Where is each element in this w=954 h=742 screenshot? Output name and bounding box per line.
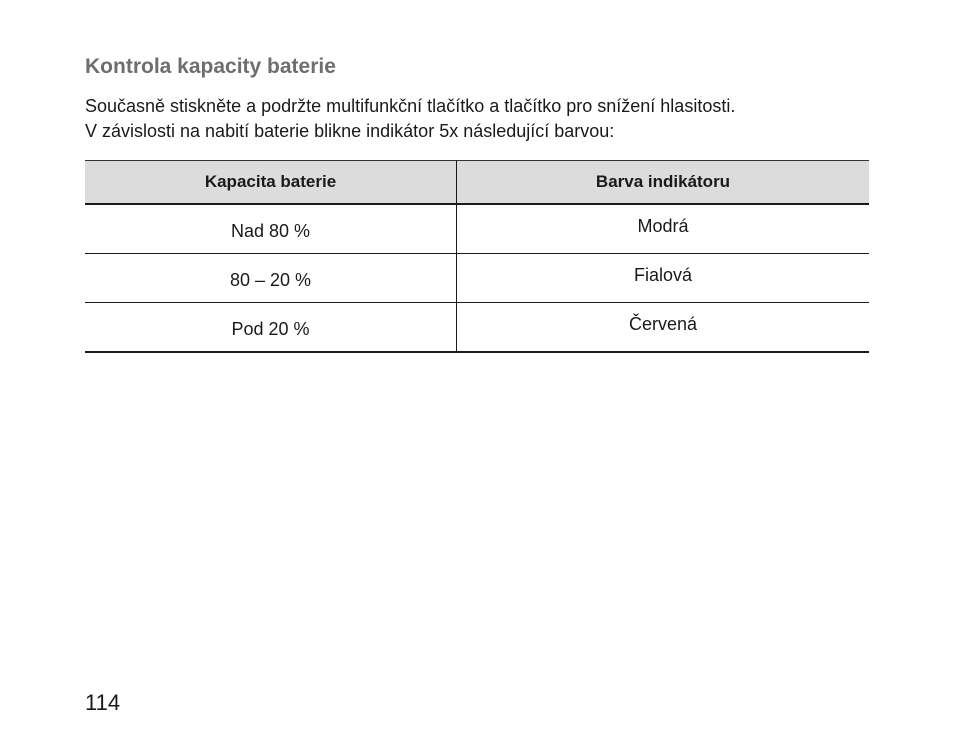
table-row bbox=[85, 303, 869, 353]
table-row bbox=[85, 204, 869, 254]
instruction-paragraph bbox=[85, 94, 885, 144]
capacity-cell: 80 – 20 % bbox=[85, 254, 457, 303]
instruction-line: Současně stiskněte a podržte multifunkční tlačítko a tlačítko pro snížení hlasitosti. bbox=[85, 96, 736, 116]
table-header-row bbox=[85, 161, 869, 205]
page-number: 114 bbox=[85, 690, 121, 715]
color-cell: Modrá bbox=[457, 204, 870, 254]
battery-capacity-table bbox=[85, 160, 869, 353]
table-row bbox=[85, 254, 869, 303]
section-heading: Kontrola kapacity baterie bbox=[85, 55, 336, 78]
color-cell: Červená bbox=[457, 303, 870, 353]
instruction-line: V závislosti na nabití baterie blikne indikátor 5x následující barvou: bbox=[85, 121, 615, 141]
capacity-cell: Pod 20 % bbox=[85, 303, 457, 353]
capacity-cell: Nad 80 % bbox=[85, 204, 457, 254]
header-battery-capacity: Kapacita baterie bbox=[85, 161, 457, 205]
header-indicator-color: Barva indikátoru bbox=[457, 161, 870, 205]
color-cell: Fialová bbox=[457, 254, 870, 303]
